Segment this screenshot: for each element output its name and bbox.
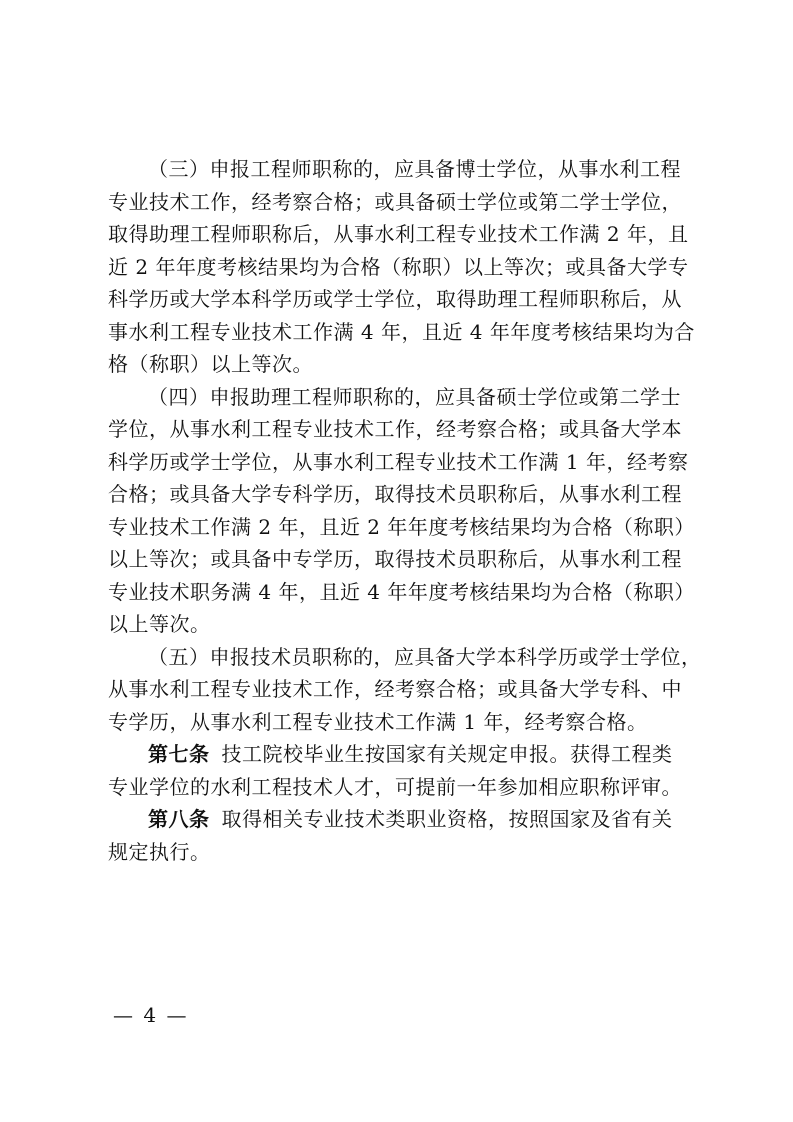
text-line: 规定执行。 xyxy=(108,839,211,864)
text-line: 专业技术职务满 4 年，且近 4 年年度考核结果均为合格（称职） xyxy=(108,579,695,604)
article-8 xyxy=(108,803,696,868)
text-line: 近 2 年年度考核结果均为合格（称职）以上等次；或具备大学专 xyxy=(108,254,689,279)
document-body xyxy=(108,153,702,868)
text-line: 从事水利工程专业技术工作，经考察合格；或具备大学专科、中 xyxy=(108,677,682,701)
text-line: 以上等次；或具备中专学历，取得技术员职称后，从事水利工程 xyxy=(108,547,682,571)
text-line: 取得助理工程师职称后，从事水利工程专业技术工作满 2 年，且 xyxy=(108,222,689,246)
text-line: 科学历或大学本科学历或学士学位，取得助理工程师职称后，从 xyxy=(108,287,682,311)
text-line xyxy=(108,803,696,836)
article-8-label: 第八条 xyxy=(148,807,210,831)
page-number: — 4 — xyxy=(113,1003,189,1027)
text-line: 事水利工程专业技术工作满 4 年，且近 4 年年度考核结果均为合 xyxy=(108,319,695,344)
text-line: （三）申报工程师职称的，应具备博士学位，从事水利工程 xyxy=(148,157,681,181)
text-line: 专业技术工作满 2 年，且近 2 年年度考核结果均为合格（称职） xyxy=(108,514,695,539)
text-line: 格（称职）以上等次。 xyxy=(108,352,313,376)
text-line: （四）申报助理工程师职称的，应具备硕士学位或第二学士 xyxy=(148,384,681,409)
article-7-text: 技工院校毕业生按国家有关规定申报。获得工程类 xyxy=(221,742,673,766)
paragraph-4 xyxy=(108,381,696,641)
text-line: 学位，从事水利工程专业技术工作，经考察合格；或具备大学本 xyxy=(108,417,682,441)
text-line: 专业技术工作，经考察合格；或具备硕士学位或第二学士学位， xyxy=(108,189,682,214)
text-line: 专学历，从事水利工程专业技术工作满 1 年，经考察合格。 xyxy=(108,709,648,734)
article-8-text: 取得相关专业技术类职业资格，按照国家及省有关 xyxy=(221,807,673,831)
paragraph-5 xyxy=(108,641,702,739)
text-line xyxy=(108,738,696,771)
article-7 xyxy=(108,738,696,803)
text-line: 以上等次。 xyxy=(108,612,211,636)
text-line: 专业学位的水利工程技术人才，可提前一年参加相应职称评审。 xyxy=(108,774,682,799)
paragraph-3 xyxy=(108,153,696,381)
text-line: （五）申报技术员职称的，应具备大学本科学历或学士学位， xyxy=(148,644,702,669)
text-line: 科学历或学士学位，从事水利工程专业技术工作满 1 年，经考察 xyxy=(108,449,689,474)
article-7-label: 第七条 xyxy=(148,742,210,766)
text-line: 合格；或具备大学专科学历，取得技术员职称后，从事水利工程 xyxy=(108,482,682,506)
